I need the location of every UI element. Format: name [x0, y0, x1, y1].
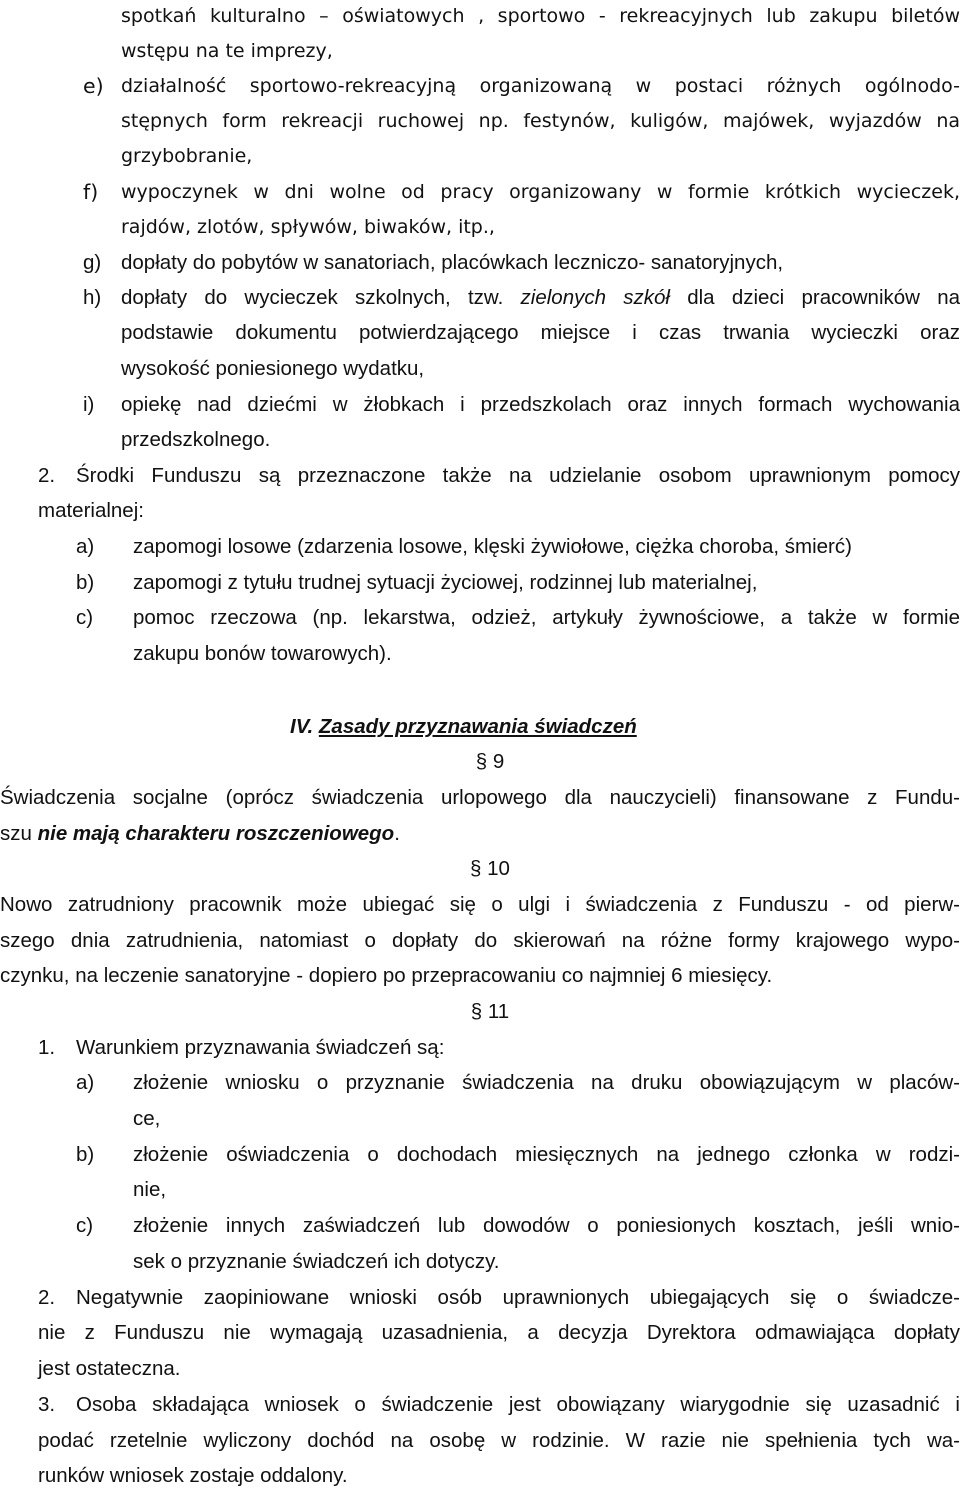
paragraph-line: Negatywnie zaopiniowane wnioski osób uprawnionych ubiegających się o świadcze- [76, 1286, 960, 1309]
point-number: 3. [38, 1393, 56, 1416]
list-item-a-line: ce, [133, 1107, 161, 1130]
paragraph-line: Nowo zatrudniony pracownik może ubiegać się o ulgi i świadczenia z Funduszu - od pierw- [0, 893, 960, 916]
list-continuation-line: wstępu na te imprezy, [121, 40, 333, 62]
list-item-h-emphasis: zielonych szkół [520, 286, 670, 309]
paragraph-line [0, 821, 400, 847]
paragraph-line: nie z Funduszu nie wymagają uzasadnienia, a decyzja Dyrektora odmawiająca dopłaty [38, 1321, 960, 1344]
list-label-f: f) [83, 180, 99, 204]
paragraph-line: szego dnia zatrudnienia, natomiast o dopłaty do skierowań na różne formy krajowego wypo- [0, 929, 960, 952]
section-number: IV. [290, 715, 314, 738]
paragraph-line: Osoba składająca wniosek o świadczenie jest obowiązany wiarygodnie się uzasadnić i [76, 1393, 960, 1416]
list-item-f-line: rajdów, zlotów, spływów, biwaków, itp., [121, 216, 495, 238]
paragraph-heading: § 10 [470, 857, 510, 880]
list-label-i: i) [83, 393, 95, 416]
list-item-i-line: opiekę nad dziećmi w żłobkach i przedszkolach oraz innych formach wychowania [121, 393, 960, 416]
paragraph-heading: § 11 [470, 1000, 510, 1023]
list-item-c-line: pomoc rzeczowa (np. lekarstwa, odzież, artykuły żywnościowe, a także w formie [133, 606, 960, 629]
list-item-b-line: złożenie oświadczenia o dochodach miesięcznych na jednego członka w rodzi- [133, 1143, 960, 1166]
paragraph-line: jest ostateczna. [38, 1357, 181, 1380]
section-title: Zasady przyznawania świadczeń [318, 715, 637, 738]
list-continuation-line: spotkań kulturalno – oświatowych , sportowo - rekreacyjnych lub zakupu biletów [121, 5, 960, 27]
list-label-a: a) [76, 535, 95, 558]
list-item-a-line: zapomogi losowe (zdarzenia losowe, klęski żywiołowe, ciężka choroba, śmierć) [133, 535, 852, 558]
list-item-f-line: wypoczynek w dni wolne od pracy organizowany w formie krótkich wycieczek, [121, 181, 960, 203]
list-item-c-line: sek o przyznanie świadczeń ich dotyczy. [133, 1250, 500, 1273]
point-number: 2. [38, 464, 56, 487]
list-item-g-line: dopłaty do pobytów w sanatoriach, placówkach leczniczo- sanatoryjnych, [121, 251, 784, 274]
paragraph-line: runków wniosek zostaje oddalony. [38, 1464, 348, 1487]
list-label-c: c) [76, 606, 94, 629]
list-item-a-line: złożenie wniosku o przyznanie świadczenia na druku obowiązującym w placów- [133, 1071, 960, 1094]
list-item-c-line: zakupu bonów towarowych). [133, 642, 392, 665]
paragraph-text: szu [0, 822, 32, 845]
list-item-b-line: nie, [133, 1178, 167, 1201]
list-item-e-line: grzybobranie, [121, 145, 253, 167]
paragraph-emphasis: nie mają charakteru roszczeniowego [37, 822, 395, 845]
paragraph-heading: § 9 [475, 750, 505, 773]
list-item-i-line: przedszkolnego. [121, 428, 271, 451]
list-item-h-line: wysokość poniesionego wydatku, [121, 357, 425, 380]
paragraph-line: Środki Funduszu są przeznaczone także na udzielanie osobom uprawnionym pomocy [76, 464, 960, 487]
paragraph-line: Warunkiem przyznawania świadczeń są: [76, 1036, 445, 1059]
list-label-h: h) [83, 286, 102, 309]
point-number: 1. [38, 1036, 56, 1059]
list-label-a: a) [76, 1071, 95, 1094]
list-item-h-line [121, 285, 960, 311]
list-item-c-line: złożenie innych zaświadczeń lub dowodów o poniesionych kosztach, jeśli wnio- [133, 1214, 960, 1237]
list-item-e-line: działalność sportowo-rekreacyjną organizowaną w postaci różnych ogólnodo- [121, 75, 960, 97]
section-heading [290, 714, 637, 740]
paragraph-line: czynku, na leczenie sanatoryjne - dopiero po przepracowaniu co najmniej 6 miesięcy. [0, 964, 773, 987]
list-item-b-line: zapomogi z tytułu trudnej sytuacji życiowej, rodzinnej lub materialnej, [133, 571, 758, 594]
list-label-b: b) [76, 1143, 95, 1166]
list-item-h-text: dla dzieci pracowników na [687, 286, 960, 309]
list-label-e: e) [83, 74, 104, 98]
list-item-e-line: stępnych form rekreacji ruchowej np. festynów, kuligów, majówek, wyjazdów na [121, 110, 960, 132]
paragraph-text: . [394, 822, 400, 845]
list-label-c: c) [76, 1214, 94, 1237]
list-item-h-line: podstawie dokumentu potwierdzającego miejsce i czas trwania wycieczki oraz [121, 321, 960, 344]
list-label-b: b) [76, 571, 95, 594]
list-label-g: g) [83, 251, 102, 274]
list-item-h-text: dopłaty do wycieczek szkolnych, tzw. [121, 286, 504, 309]
paragraph-line: materialnej: [38, 499, 144, 522]
point-number: 2. [38, 1286, 56, 1309]
paragraph-line: Świadczenia socjalne (oprócz świadczenia urlopowego dla nauczycieli) finansowane z Fundu- [0, 786, 960, 809]
paragraph-line: podać rzetelnie wyliczony dochód na osobę w rodzinie. W razie nie spełnienia tych wa- [38, 1429, 960, 1452]
